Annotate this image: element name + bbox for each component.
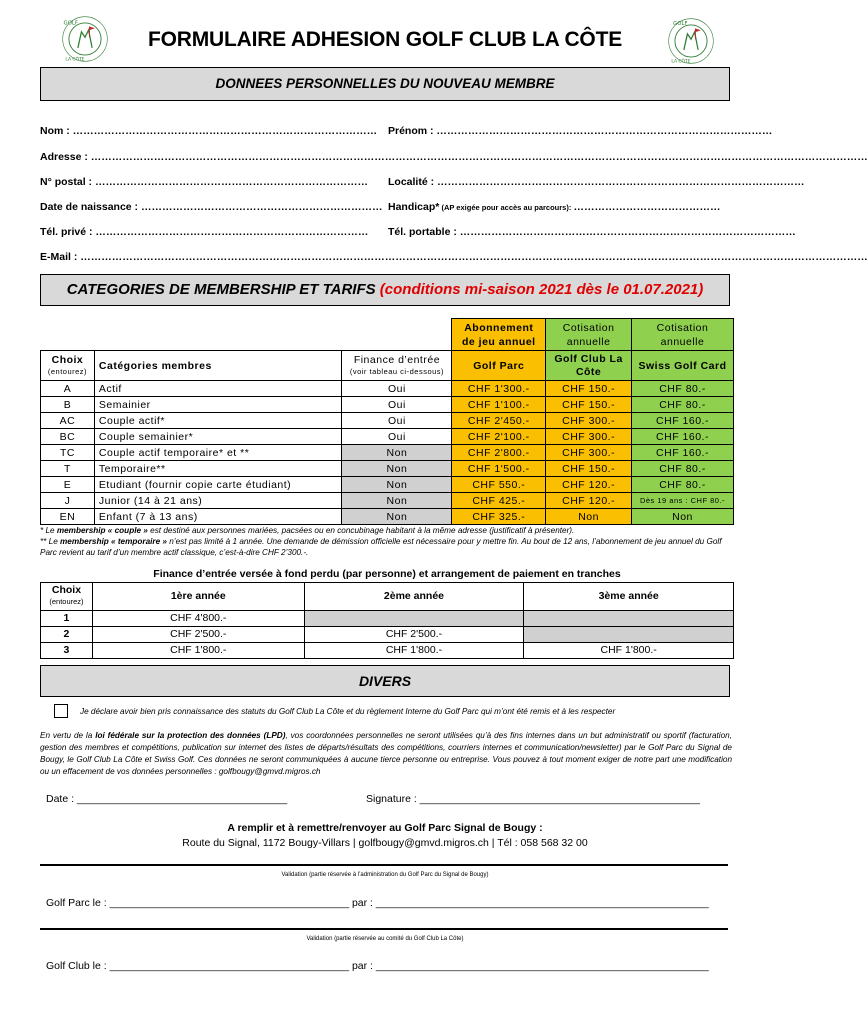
- category-cotisation-swiss: CHF 160.-: [632, 429, 734, 445]
- header-finance: [342, 351, 452, 381]
- category-name: Actif: [94, 381, 342, 397]
- category-abonnement: CHF 425.-: [452, 493, 546, 509]
- category-abonnement: CHF 1'500.-: [452, 461, 546, 477]
- nom-field[interactable]: Nom : ……………………………………………………………………………: [40, 125, 378, 137]
- category-name: Etudiant (fournir copie carte étudiant): [94, 477, 342, 493]
- category-row: [41, 445, 734, 461]
- divider-2: [40, 928, 728, 930]
- category-name: Semainier: [94, 397, 342, 413]
- category-cotisation-swiss: CHF 80.-: [632, 397, 734, 413]
- category-name: Couple semainier*: [94, 429, 342, 445]
- category-row: [41, 477, 734, 493]
- declaration-text: Je déclare avoir bien pris connaissance des statuts du Golf Club La Côte et du règlement Interne du Golf Parc qui m’ont été remis et à les respecter: [80, 707, 616, 716]
- category-finance: Non: [342, 477, 452, 493]
- category-abonnement: CHF 2'100.-: [452, 429, 546, 445]
- category-choix[interactable]: B: [41, 397, 95, 413]
- note-temp-text: n’est pas limité à 1 année. Une demande de démission officielle est nécessaire pour y mettre fin. Au bout de 12 ans, l’abonnement de jeu annuel du Golf Parc revient au tarif d’un membre actif classique, c’est-à-dire CHF 2’300.-.: [40, 537, 722, 557]
- header-1ere-annee: 1ère année: [92, 582, 304, 610]
- category-cotisation-club: CHF 150.-: [546, 381, 632, 397]
- category-cotisation-club: CHF 120.-: [546, 493, 632, 509]
- finance-year-2: [304, 610, 524, 626]
- note-couple-bold: membership « couple »: [56, 526, 148, 535]
- category-name: Junior (14 à 21 ans): [94, 493, 342, 509]
- finance-year-2: CHF 2'500.-: [304, 626, 524, 642]
- category-abonnement: CHF 2'450.-: [452, 413, 546, 429]
- category-abonnement: CHF 1'300.-: [452, 381, 546, 397]
- category-choix[interactable]: E: [41, 477, 95, 493]
- note-couple-text: est destiné aux personnes mariées, pacsées ou en concubinage habitant à la même adresse (justificatif à présenter).: [147, 526, 575, 535]
- handicap-dots: ……………………………………: [573, 201, 721, 213]
- header-swiss-golf: Swiss Golf Card: [632, 351, 734, 381]
- header-categories: Catégories membres: [94, 351, 342, 381]
- category-cotisation-swiss: CHF 80.-: [632, 461, 734, 477]
- adresse-field[interactable]: Adresse : ……………………………………………………………………………………………………………………………………………………………………………………………………: [40, 151, 868, 163]
- finance-choix-label: Choix: [51, 584, 82, 596]
- header-cotisation-swiss: Cotisation annuelle: [632, 319, 734, 351]
- finance-sub-label: (voir tableau ci-dessous): [349, 366, 445, 376]
- header-golf-parc: Golf Parc: [452, 351, 546, 381]
- category-cotisation-club: CHF 300.-: [546, 429, 632, 445]
- category-cotisation-swiss: CHF 160.-: [632, 413, 734, 429]
- finance-row: [41, 626, 734, 642]
- membership-conditions: (conditions mi-saison 2021 dès le 01.07.2021): [379, 281, 704, 298]
- section-personal-data: DONNEES PERSONNELLES DU NOUVEAU MEMBRE: [40, 67, 730, 101]
- svg-text:GOLF: GOLF: [673, 20, 688, 27]
- category-row: [41, 397, 734, 413]
- category-abonnement: CHF 325.-: [452, 509, 546, 525]
- finance-entourez-label: (entourez): [49, 597, 84, 606]
- category-choix[interactable]: J: [41, 493, 95, 509]
- golf-club-validation-line[interactable]: Golf Club le : _________________________________________ par : _________________________________________________________: [46, 960, 709, 972]
- finance-table: [40, 566, 734, 659]
- membership-heading: CATEGORIES DE MEMBERSHIP ET TARIFS: [66, 281, 380, 298]
- header-2eme-annee: 2ème année: [304, 582, 524, 610]
- category-finance: Non: [342, 509, 452, 525]
- category-choix[interactable]: T: [41, 461, 95, 477]
- svg-text:LA CÔTE: LA CÔTE: [65, 57, 85, 63]
- category-choix[interactable]: A: [41, 381, 95, 397]
- page-title: FORMULAIRE ADHESION GOLF CLUB LA CÔTE: [147, 28, 623, 51]
- finance-year-3: [524, 610, 734, 626]
- membership-notes: [40, 525, 730, 558]
- date-line[interactable]: Date : ____________________________________: [46, 793, 288, 805]
- svg-text:LA CÔTE: LA CÔTE: [671, 59, 691, 65]
- category-choix[interactable]: EN: [41, 509, 95, 525]
- finance-year-1: CHF 1'800.-: [92, 642, 304, 658]
- finance-choix[interactable]: 1: [41, 610, 93, 626]
- category-cotisation-club: CHF 300.-: [546, 445, 632, 461]
- category-abonnement: CHF 1'100.-: [452, 397, 546, 413]
- header-cotisation-club: Cotisation annuelle: [546, 319, 632, 351]
- header-3eme-annee: 3ème année: [524, 582, 734, 610]
- tel-prive-field[interactable]: Tél. privé : ……………………………………………………………………: [40, 226, 369, 238]
- header-abonnement: Abonnement de jeu annuel: [452, 319, 546, 351]
- remplir-instruction: A remplir et à remettre/renvoyer au Golf Parc Signal de Bougy :: [227, 822, 543, 834]
- category-cotisation-swiss: Non: [632, 509, 734, 525]
- svg-text:GOLF: GOLF: [63, 20, 78, 27]
- email-field[interactable]: E-Mail : ………………………………………………………………………………………………………………………………………………………………………………………………………: [40, 251, 868, 263]
- header-golf-club: Golf Club La Côte: [546, 351, 632, 381]
- finance-row: [41, 610, 734, 626]
- category-finance: Non: [342, 493, 452, 509]
- handicap-label: Handicap*: [388, 201, 440, 213]
- section-divers: DIVERS: [40, 665, 730, 697]
- lpd-prefix: En vertu de la: [40, 731, 96, 740]
- category-cotisation-club: Non: [546, 509, 632, 525]
- finance-header-choix: [41, 582, 93, 610]
- category-finance: Oui: [342, 397, 452, 413]
- category-row: [41, 381, 734, 397]
- section-membership: [40, 274, 730, 306]
- category-finance: Oui: [342, 381, 452, 397]
- lpd-text: , vos coordonnées personnelles ne seront utilisées qu’à des fins internes dans un but administratif ou sportif (facturation, gestion des membres et compétitions, publication sur internet des listes de départs/résultats des compétitions, courriers internes et communication/newsletter) par le Golf Parc du Signal de Bougy, le Golf Club La Côte et Swiss Golf. Ces données ne seront communiquées à aucune tierce personne ou entreprise. Vous pouvez à tout moment exiger de notre part une modification ou un effacement de vos données personnelles : golfbougy@gmvd.migros.ch: [40, 731, 733, 776]
- categories-table: [40, 318, 734, 525]
- signature-line[interactable]: Signature : ________________________________________________: [366, 793, 701, 805]
- finance-year-3: [524, 626, 734, 642]
- handicap-note: (AP exigée pour accès au parcours):: [439, 203, 574, 212]
- category-row: [41, 493, 734, 509]
- note-temporaire: [40, 536, 730, 558]
- category-name: Couple actif*: [94, 413, 342, 429]
- finance-year-1: CHF 4'800.-: [92, 610, 304, 626]
- category-finance: Non: [342, 461, 452, 477]
- category-abonnement: CHF 2'800.-: [452, 445, 546, 461]
- finance-table-title: Finance d’entrée versée à fond perdu (par personne) et arrangement de paiement en tranches: [41, 566, 734, 582]
- category-choix[interactable]: TC: [41, 445, 95, 461]
- finance-year-1: CHF 2'500.-: [92, 626, 304, 642]
- finance-row: [41, 642, 734, 658]
- note-couple-prefix: * Le: [40, 526, 57, 535]
- finance-year-3: CHF 1'800.-: [524, 642, 734, 658]
- finance-label: Finance d’entrée: [353, 353, 441, 366]
- tel-portable-field[interactable]: Tél. portable : ……………………………………………………………………………………: [388, 226, 796, 238]
- category-cotisation-club: CHF 120.-: [546, 477, 632, 493]
- localite-field[interactable]: Localité : ……………………………………………………………………………………………: [388, 176, 805, 188]
- finance-choix[interactable]: 3: [41, 642, 93, 658]
- category-finance: Oui: [342, 413, 452, 429]
- contact-address: Route du Signal, 1172 Bougy-Villars | golfbougy@gmvd.migros.ch | Tél : 058 568 32 00: [182, 837, 588, 849]
- category-choix[interactable]: BC: [41, 429, 95, 445]
- header-choix: [41, 351, 95, 381]
- category-row: [41, 461, 734, 477]
- golf-parc-validation-line[interactable]: Golf Parc le : _________________________________________ par : _________________________________________________________: [46, 897, 709, 909]
- npostal-field[interactable]: N° postal : ……………………………………………………………………: [40, 176, 368, 188]
- entourez-label: (entourez): [47, 366, 88, 376]
- category-cotisation-swiss: CHF 80.-: [632, 381, 734, 397]
- category-cotisation-swiss: Dès 19 ans : CHF 80.-: [632, 493, 734, 509]
- validation-comite-label: Validation (partie réservée au comité du Golf Club La Côte): [306, 936, 464, 942]
- declaration-checkbox[interactable]: [54, 704, 68, 718]
- note-temp-bold: membership « temporaire »: [60, 537, 167, 546]
- note-temp-prefix: ** Le: [40, 537, 61, 546]
- category-name: Temporaire**: [94, 461, 342, 477]
- finance-year-2: CHF 1'800.-: [304, 642, 524, 658]
- golf-parc-logo-left: [58, 14, 112, 64]
- category-cotisation-club: CHF 300.-: [546, 413, 632, 429]
- finance-choix[interactable]: 2: [41, 626, 93, 642]
- category-abonnement: CHF 550.-: [452, 477, 546, 493]
- category-cotisation-club: CHF 150.-: [546, 461, 632, 477]
- lpd-paragraph: [40, 730, 732, 778]
- category-row: [41, 413, 734, 429]
- category-name: Enfant (7 à 13 ans): [94, 509, 342, 525]
- note-couple: [40, 525, 730, 536]
- category-row: [41, 429, 734, 445]
- category-finance: Non: [342, 445, 452, 461]
- validation-admin-label: Validation (partie réservée à l’administration du Golf Parc du Signal de Bougy): [281, 872, 489, 878]
- category-row: [41, 509, 734, 525]
- category-choix[interactable]: AC: [41, 413, 95, 429]
- divider-1: [40, 864, 728, 866]
- golf-parc-logo-right: [664, 16, 718, 66]
- handicap-field[interactable]: [388, 200, 733, 214]
- prenom-field[interactable]: Prénom : ……………………………………………………………………………………: [388, 125, 773, 137]
- category-cotisation-swiss: CHF 160.-: [632, 445, 734, 461]
- category-cotisation-swiss: CHF 80.-: [632, 477, 734, 493]
- date-naissance-field[interactable]: Date de naissance : ……………………………………………………………: [40, 201, 383, 213]
- category-name: Couple actif temporaire* et **: [94, 445, 342, 461]
- category-cotisation-club: CHF 150.-: [546, 397, 632, 413]
- choix-label: Choix: [51, 353, 84, 366]
- category-finance: Oui: [342, 429, 452, 445]
- lpd-bold: loi fédérale sur la protection des données (LPD): [95, 731, 286, 740]
